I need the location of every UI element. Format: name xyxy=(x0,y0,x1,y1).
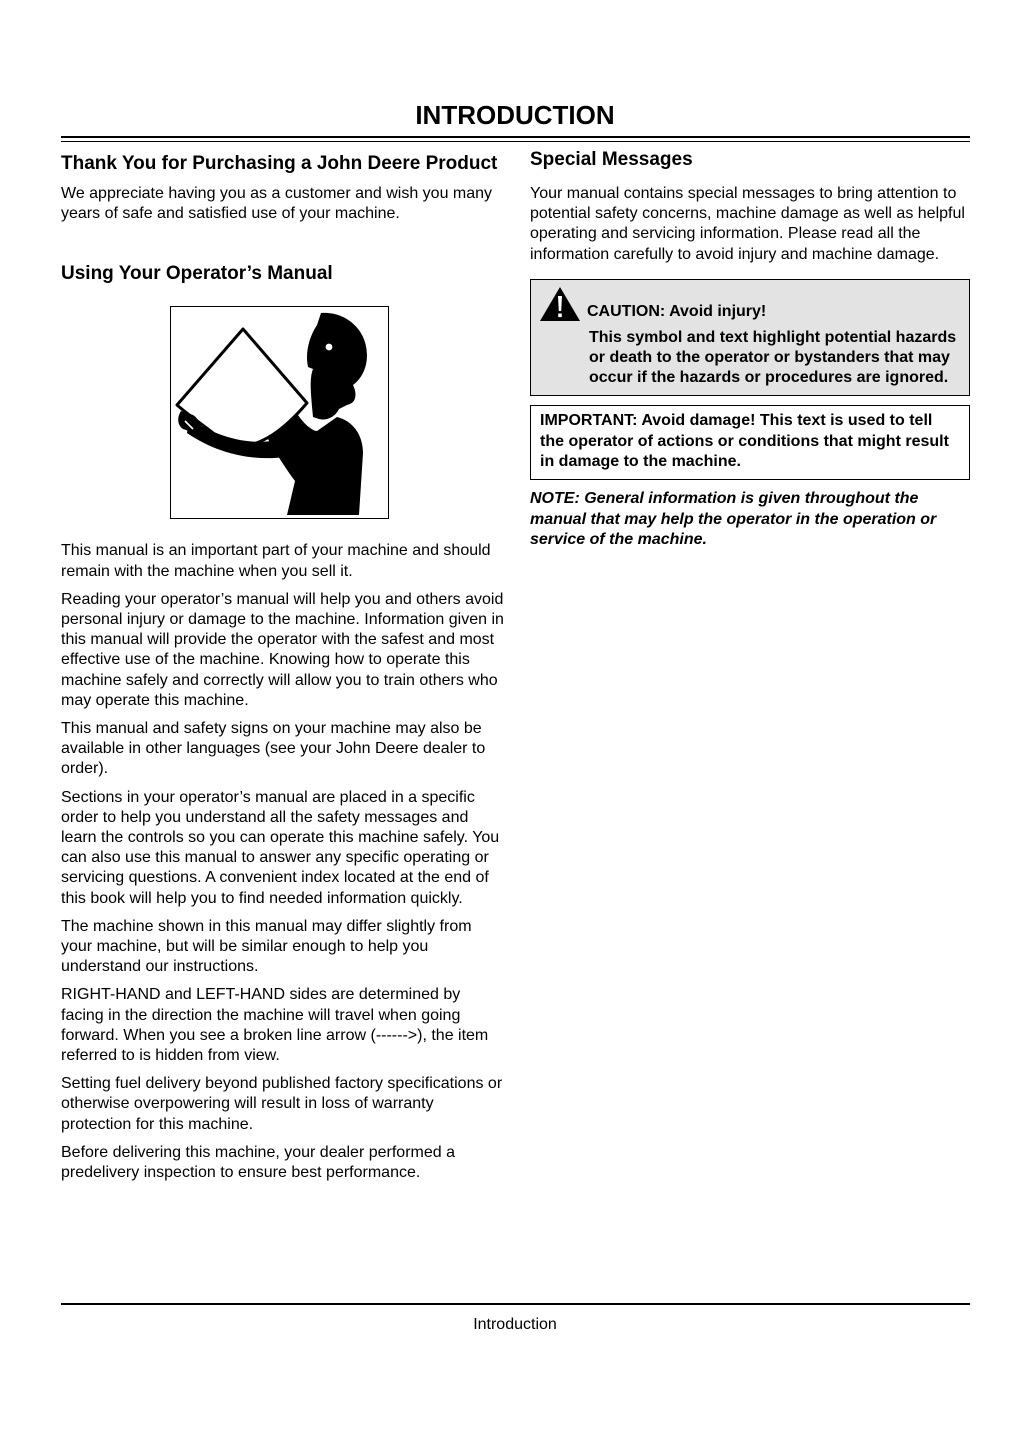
warning-triangle-icon xyxy=(539,286,581,322)
page-title: INTRODUCTION xyxy=(415,100,615,130)
manual-paragraph: This manual and safety signs on your machine may also be available in other languages (see your John Deere dealer to order). xyxy=(61,720,486,778)
caution-box xyxy=(530,279,970,397)
important-box: IMPORTANT: Avoid damage! This text is used to tell the operator of actions or conditions that might result in damage to the machine. xyxy=(530,405,970,480)
caution-title: CAUTION: Avoid injury! xyxy=(587,302,767,320)
manual-paragraph: Setting fuel delivery beyond published factory specifications or otherwise overpowering will result in loss of warranty protection for this machine. xyxy=(61,1075,503,1133)
right-column xyxy=(530,148,970,549)
manual-paragraph: This manual is an important part of your machine and should remain with the machine when you sell it. xyxy=(61,542,491,580)
footer-section-label: Introduction xyxy=(473,1316,557,1333)
manual-figure xyxy=(170,306,389,519)
special-heading: Special Messages xyxy=(530,149,693,170)
footer-divider xyxy=(61,1303,970,1305)
left-column xyxy=(61,152,506,1191)
person-reading-manual-icon xyxy=(171,307,388,518)
manual-paragraph: The machine shown in this manual may differ slightly from your machine, but will be similar enough to help you understand our instructions. xyxy=(61,917,472,976)
special-text: Your manual contains special messages to bring attention to potential safety concerns, machine damage as well as helpful operating and servicing information. Please read all the information carefully to avoid injury and machine damage. xyxy=(530,185,965,263)
note-text: NOTE: General information is given throughout the manual that may help the operator in the operation or service of the machine. xyxy=(530,490,937,549)
thanks-heading: Thank You for Purchasing a John Deere Product xyxy=(61,153,498,174)
caution-body: This symbol and text highlight potential hazards or death to the operator or bystanders that may occur if the hazards or procedures are ignored. xyxy=(589,328,957,387)
manual-paragraph: RIGHT-HAND and LEFT-HAND sides are determined by facing in the direction the machine will travel when going forward. When you see a broken line arrow (------>), the item referred to is hidden from view. xyxy=(61,986,489,1065)
thanks-text: We appreciate having you as a customer and wish you many years of safe and satisfied use of your machine. xyxy=(61,185,493,223)
title-divider xyxy=(61,136,970,142)
manual-paragraph: Before delivering this machine, your dealer performed a predelivery inspection to ensure best performance. xyxy=(61,1143,455,1182)
manual-paragraph: Sections in your operator’s manual are placed in a specific order to help you understand all the safety messages and learn the controls so you can operate this machine safely. You can also use this manual to answer any specific operating or servicing questions. A convenient index located at the end of this book will help you to find needed information quickly. xyxy=(61,788,500,907)
manual-heading: Using Your Operator’s Manual xyxy=(61,263,333,285)
manual-paragraph: Reading your operator’s manual will help you and others avoid personal injury or damage to the machine. Information given in this manual will provide the operator with the safest and most effective use of the machine. Knowing how to operate this machine safely and correctly will allow you to train others who may operate this machine. xyxy=(61,590,504,709)
